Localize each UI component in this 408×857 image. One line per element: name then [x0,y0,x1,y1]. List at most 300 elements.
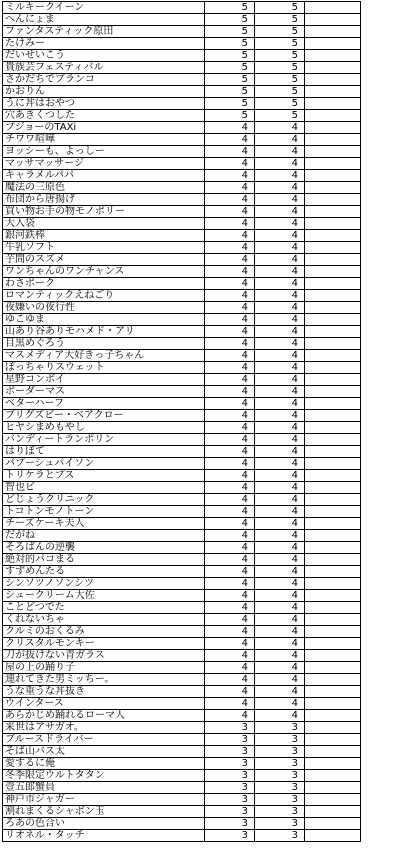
name-cell[interactable]: ろあの色合い [3,818,205,830]
empty-cell[interactable] [305,86,361,98]
empty-cell[interactable] [305,830,361,842]
value-cell-b[interactable]: 4 [255,398,305,410]
name-cell[interactable]: ボーダーマス [3,386,205,398]
value-cell-a[interactable]: 4 [205,554,255,566]
empty-cell[interactable] [305,386,361,398]
value-cell-a[interactable]: 4 [205,290,255,302]
value-cell-a[interactable]: 4 [205,674,255,686]
table-row [3,218,361,230]
name-cell[interactable]: クリスタルモンキー [3,638,205,650]
empty-cell[interactable] [305,782,361,794]
value-cell-b[interactable]: 4 [255,638,305,650]
empty-cell[interactable] [305,134,361,146]
empty-cell[interactable] [305,98,361,110]
name-cell[interactable]: ミルキークイーン [3,2,205,14]
value-cell-b[interactable]: 5 [255,110,305,122]
value-cell-a[interactable]: 4 [205,206,255,218]
name-cell[interactable]: チーズケーキ夫人 [3,518,205,530]
name-cell[interactable]: ゆこゆま [3,314,205,326]
name-cell[interactable]: そろばんの逆襲 [3,542,205,554]
empty-cell[interactable] [305,218,361,230]
empty-cell[interactable] [305,770,361,782]
empty-cell[interactable] [305,278,361,290]
value-cell-a[interactable]: 4 [205,230,255,242]
name-cell[interactable]: ワンちゃんのワンチャンス [3,266,205,278]
empty-cell[interactable] [305,422,361,434]
value-cell-a[interactable]: 4 [205,470,255,482]
value-cell-a[interactable]: 4 [205,338,255,350]
value-cell-a[interactable]: 5 [205,62,255,74]
value-cell-b[interactable]: 4 [255,374,305,386]
value-cell-a[interactable]: 4 [205,566,255,578]
value-cell-b[interactable]: 4 [255,242,305,254]
value-cell-a[interactable]: 4 [205,314,255,326]
value-cell-b[interactable]: 4 [255,362,305,374]
value-cell-a[interactable]: 4 [205,350,255,362]
name-cell[interactable]: ウインタース [3,698,205,710]
value-cell-a[interactable]: 5 [205,98,255,110]
value-cell-a[interactable]: 4 [205,602,255,614]
value-cell-a[interactable]: 4 [205,494,255,506]
empty-cell[interactable] [305,206,361,218]
empty-cell[interactable] [305,494,361,506]
value-cell-a[interactable]: 4 [205,122,255,134]
name-cell[interactable]: ブリグズビー・ベアクロー [3,410,205,422]
value-cell-b[interactable]: 4 [255,446,305,458]
empty-cell[interactable] [305,542,361,554]
value-cell-b[interactable]: 4 [255,134,305,146]
value-cell-b[interactable]: 4 [255,410,305,422]
empty-cell[interactable] [305,710,361,722]
value-cell-a[interactable]: 4 [205,374,255,386]
name-cell[interactable]: かおりん [3,86,205,98]
name-cell[interactable]: はりぼて [3,446,205,458]
name-cell[interactable]: 屋の上の踊り子 [3,662,205,674]
name-cell[interactable]: 布団から唐揚げ [3,194,205,206]
empty-cell[interactable] [305,374,361,386]
name-cell[interactable]: たけみー [3,38,205,50]
table-row [3,626,361,638]
empty-cell[interactable] [305,266,361,278]
name-cell[interactable]: 魔法の三原色 [3,182,205,194]
value-cell-a[interactable]: 4 [205,386,255,398]
value-cell-b[interactable]: 5 [255,26,305,38]
value-cell-b[interactable]: 4 [255,506,305,518]
empty-cell[interactable] [305,698,361,710]
value-cell-a[interactable]: 4 [205,686,255,698]
value-cell-a[interactable]: 4 [205,710,255,722]
value-cell-b[interactable]: 5 [255,2,305,14]
empty-cell[interactable] [305,110,361,122]
name-cell[interactable]: プジョーのTAXi [3,122,205,134]
name-cell[interactable]: だいせいこう [3,50,205,62]
value-cell-b[interactable]: 4 [255,458,305,470]
value-cell-b[interactable]: 4 [255,494,305,506]
empty-cell[interactable] [305,362,361,374]
value-cell-b[interactable]: 4 [255,434,305,446]
empty-cell[interactable] [305,230,361,242]
empty-cell[interactable] [305,242,361,254]
empty-cell[interactable] [305,254,361,266]
table-row [3,74,361,86]
table-row [3,578,361,590]
name-cell[interactable]: ベターハーフ [3,398,205,410]
empty-cell[interactable] [305,26,361,38]
value-cell-b[interactable]: 4 [255,686,305,698]
name-cell[interactable]: うな重うな丼抜き [3,686,205,698]
value-cell-b[interactable]: 5 [255,38,305,50]
value-cell-a[interactable]: 4 [205,278,255,290]
empty-cell[interactable] [305,446,361,458]
value-cell-a[interactable]: 5 [205,14,255,26]
value-cell-b[interactable]: 4 [255,518,305,530]
value-cell-a[interactable]: 4 [205,446,255,458]
table-row [3,518,361,530]
name-cell[interactable]: 神戸市ジャガー [3,794,205,806]
spreadsheet-table [2,1,361,842]
name-cell[interactable]: 星野コンボイ [3,374,205,386]
name-cell[interactable]: すずめんたる [3,566,205,578]
name-cell[interactable]: チワワ喧嘩 [3,134,205,146]
name-cell[interactable]: 来世はアサガオ。 [3,722,205,734]
value-cell-b[interactable]: 4 [255,350,305,362]
value-cell-b[interactable]: 4 [255,698,305,710]
name-cell[interactable]: 目黒めぐろう [3,338,205,350]
value-cell-a[interactable]: 4 [205,458,255,470]
table-row [3,134,361,146]
empty-cell[interactable] [305,38,361,50]
value-cell-a[interactable]: 4 [205,302,255,314]
value-cell-b[interactable]: 4 [255,578,305,590]
empty-cell[interactable] [305,434,361,446]
value-cell-b[interactable]: 4 [255,566,305,578]
name-cell[interactable]: どじょうクリニック [3,494,205,506]
value-cell-b[interactable]: 5 [255,62,305,74]
value-cell-b[interactable]: 3 [255,830,305,842]
value-cell-a[interactable]: 4 [205,182,255,194]
name-cell[interactable]: 大入袋 [3,218,205,230]
table-row [3,782,361,794]
value-cell-a[interactable]: 4 [205,530,255,542]
value-cell-b[interactable]: 4 [255,470,305,482]
empty-cell[interactable] [305,722,361,734]
name-cell[interactable]: クルミのおくるみ [3,626,205,638]
name-cell[interactable]: くれないちゃ [3,614,205,626]
value-cell-b[interactable]: 4 [255,206,305,218]
name-cell[interactable]: へんにょま [3,14,205,26]
empty-cell[interactable] [305,746,361,758]
name-cell[interactable]: ファンタスティック原田 [3,26,205,38]
value-cell-a[interactable]: 5 [205,86,255,98]
name-cell[interactable]: 智也ビ [3,482,205,494]
value-cell-b[interactable]: 4 [255,194,305,206]
value-cell-b[interactable]: 4 [255,146,305,158]
empty-cell[interactable] [305,74,361,86]
empty-cell[interactable] [305,398,361,410]
value-cell-b[interactable]: 5 [255,14,305,26]
table-row [3,470,361,482]
empty-cell[interactable] [305,638,361,650]
value-cell-b[interactable]: 4 [255,326,305,338]
value-cell-b[interactable]: 5 [255,74,305,86]
value-cell-a[interactable]: 4 [205,326,255,338]
empty-cell[interactable] [305,530,361,542]
table-row [3,326,361,338]
value-cell-b[interactable]: 4 [255,530,305,542]
table-row [3,542,361,554]
value-cell-a[interactable]: 4 [205,578,255,590]
empty-cell[interactable] [305,818,361,830]
value-cell-b[interactable]: 4 [255,218,305,230]
name-cell[interactable]: トコトンモノトーン [3,506,205,518]
value-cell-a[interactable]: 4 [205,518,255,530]
empty-cell[interactable] [305,662,361,674]
empty-cell[interactable] [305,146,361,158]
value-cell-b[interactable]: 4 [255,302,305,314]
value-cell-b[interactable]: 4 [255,590,305,602]
value-cell-b[interactable]: 5 [255,86,305,98]
value-cell-b[interactable]: 4 [255,614,305,626]
name-cell[interactable]: トリケラとプス [3,470,205,482]
table-row [3,566,361,578]
empty-cell[interactable] [305,50,361,62]
value-cell-a[interactable]: 5 [205,2,255,14]
empty-cell[interactable] [305,506,361,518]
value-cell-a[interactable]: 4 [205,626,255,638]
name-cell[interactable]: 連れてきた男ミッちー。 [3,674,205,686]
value-cell-b[interactable]: 4 [255,314,305,326]
value-cell-b[interactable]: 4 [255,122,305,134]
empty-cell[interactable] [305,554,361,566]
name-cell[interactable]: あらかじめ踊れるローマ人 [3,710,205,722]
value-cell-b[interactable]: 4 [255,674,305,686]
name-cell[interactable]: 割れまくるシャボン玉 [3,806,205,818]
empty-cell[interactable] [305,62,361,74]
value-cell-b[interactable]: 5 [255,98,305,110]
empty-cell[interactable] [305,806,361,818]
value-cell-a[interactable]: 4 [205,422,255,434]
name-cell[interactable]: パプーシュパイソン [3,458,205,470]
table-row [3,590,361,602]
value-cell-b[interactable]: 4 [255,710,305,722]
name-cell[interactable]: ロマンティックえねごり [3,290,205,302]
value-cell-a[interactable]: 4 [205,434,255,446]
value-cell-a[interactable]: 3 [205,770,255,782]
value-cell-a[interactable]: 4 [205,242,255,254]
value-cell-a[interactable]: 4 [205,662,255,674]
table-row [3,410,361,422]
empty-cell[interactable] [305,350,361,362]
value-cell-b[interactable]: 4 [255,554,305,566]
name-cell[interactable]: 買い物お手の物モノポリー [3,206,205,218]
value-cell-a[interactable]: 5 [205,74,255,86]
value-cell-a[interactable]: 4 [205,218,255,230]
value-cell-b[interactable]: 4 [255,266,305,278]
value-cell-a[interactable]: 4 [205,170,255,182]
value-cell-a[interactable]: 4 [205,614,255,626]
name-cell[interactable]: リオネル・タッチ [3,830,205,842]
value-cell-a[interactable]: 3 [205,806,255,818]
value-cell-b[interactable]: 3 [255,806,305,818]
value-cell-a[interactable]: 4 [205,650,255,662]
value-cell-a[interactable]: 3 [205,734,255,746]
value-cell-b[interactable]: 3 [255,782,305,794]
name-cell[interactable]: うに丼はおやつ [3,98,205,110]
value-cell-a[interactable]: 4 [205,698,255,710]
value-cell-a[interactable]: 5 [205,38,255,50]
value-cell-a[interactable]: 4 [205,410,255,422]
value-cell-b[interactable]: 4 [255,290,305,302]
empty-cell[interactable] [305,194,361,206]
value-cell-b[interactable]: 3 [255,746,305,758]
value-cell-b[interactable]: 4 [255,542,305,554]
empty-cell[interactable] [305,314,361,326]
name-cell[interactable]: 壹五郎蟹員 [3,782,205,794]
empty-cell[interactable] [305,482,361,494]
empty-cell[interactable] [305,734,361,746]
table-row [3,86,361,98]
value-cell-b[interactable]: 3 [255,794,305,806]
value-cell-b[interactable]: 3 [255,770,305,782]
empty-cell[interactable] [305,170,361,182]
name-cell[interactable]: 芋間のスズメ [3,254,205,266]
empty-cell[interactable] [305,590,361,602]
empty-cell[interactable] [305,458,361,470]
value-cell-a[interactable]: 3 [205,794,255,806]
value-cell-b[interactable]: 3 [255,758,305,770]
empty-cell[interactable] [305,122,361,134]
empty-cell[interactable] [305,794,361,806]
name-cell[interactable]: ヨッシーも、よっしー [3,146,205,158]
name-cell[interactable]: 貴族芸フェスティバル [3,62,205,74]
value-cell-a[interactable]: 4 [205,134,255,146]
value-cell-b[interactable]: 4 [255,386,305,398]
value-cell-b[interactable]: 4 [255,278,305,290]
value-cell-a[interactable]: 4 [205,146,255,158]
name-cell[interactable]: そば山バス太 [3,746,205,758]
value-cell-a[interactable]: 4 [205,542,255,554]
empty-cell[interactable] [305,2,361,14]
value-cell-b[interactable]: 4 [255,422,305,434]
empty-cell[interactable] [305,470,361,482]
value-cell-a[interactable]: 4 [205,638,255,650]
name-cell[interactable]: 牛乳ソフト [3,242,205,254]
value-cell-b[interactable]: 3 [255,722,305,734]
value-cell-b[interactable]: 4 [255,482,305,494]
empty-cell[interactable] [305,518,361,530]
value-cell-a[interactable]: 3 [205,818,255,830]
name-cell[interactable]: 刀が抜けない青ガラス [3,650,205,662]
empty-cell[interactable] [305,302,361,314]
empty-cell[interactable] [305,626,361,638]
value-cell-b[interactable]: 4 [255,650,305,662]
name-cell[interactable]: シンソツノソンシツ [3,578,205,590]
value-cell-a[interactable]: 3 [205,722,255,734]
table-row [3,374,361,386]
name-cell[interactable]: わさポーク [3,278,205,290]
value-cell-b[interactable]: 4 [255,170,305,182]
empty-cell[interactable] [305,674,361,686]
empty-cell[interactable] [305,614,361,626]
name-cell[interactable]: キャラメルパパ [3,170,205,182]
name-cell[interactable]: 穴あきくつした [3,110,205,122]
value-cell-a[interactable]: 4 [205,482,255,494]
value-cell-b[interactable]: 4 [255,182,305,194]
table-row [3,62,361,74]
value-cell-b[interactable]: 3 [255,734,305,746]
value-cell-a[interactable]: 4 [205,266,255,278]
value-cell-b[interactable]: 3 [255,818,305,830]
value-cell-b[interactable]: 4 [255,602,305,614]
empty-cell[interactable] [305,182,361,194]
empty-cell[interactable] [305,338,361,350]
name-cell[interactable]: ことどつでた [3,602,205,614]
name-cell[interactable]: 絶対的パコまる [3,554,205,566]
table-row [3,98,361,110]
value-cell-a[interactable]: 3 [205,830,255,842]
value-cell-b[interactable]: 4 [255,662,305,674]
empty-cell[interactable] [305,602,361,614]
value-cell-a[interactable]: 5 [205,50,255,62]
empty-cell[interactable] [305,650,361,662]
empty-cell[interactable] [305,410,361,422]
value-cell-a[interactable]: 4 [205,158,255,170]
empty-cell[interactable] [305,290,361,302]
value-cell-a[interactable]: 4 [205,590,255,602]
name-cell[interactable]: 冬季限定ウルトタタン [3,770,205,782]
empty-cell[interactable] [305,158,361,170]
value-cell-b[interactable]: 4 [255,338,305,350]
value-cell-a[interactable]: 3 [205,758,255,770]
value-cell-a[interactable]: 4 [205,362,255,374]
name-cell[interactable]: だがね [3,530,205,542]
name-cell[interactable]: ブルースドライバー [3,734,205,746]
value-cell-b[interactable]: 4 [255,254,305,266]
value-cell-a[interactable]: 3 [205,746,255,758]
table-row [3,554,361,566]
value-cell-b[interactable]: 4 [255,230,305,242]
name-cell[interactable]: 愛するに俺 [3,758,205,770]
value-cell-a[interactable]: 5 [205,110,255,122]
empty-cell[interactable] [305,578,361,590]
value-cell-a[interactable]: 5 [205,26,255,38]
empty-cell[interactable] [305,758,361,770]
table-row [3,110,361,122]
name-cell[interactable]: バンディートランポリン [3,434,205,446]
value-cell-a[interactable]: 4 [205,254,255,266]
value-cell-a[interactable]: 4 [205,194,255,206]
value-cell-b[interactable]: 4 [255,158,305,170]
name-cell[interactable]: ぽっちゃりスウェット [3,362,205,374]
empty-cell[interactable] [305,326,361,338]
name-cell[interactable]: シュークリーム大佐 [3,590,205,602]
name-cell[interactable]: 山あり谷ありモハメド・アリ [3,326,205,338]
empty-cell[interactable] [305,14,361,26]
value-cell-b[interactable]: 4 [255,626,305,638]
name-cell[interactable]: 夜嫌いの夜行性 [3,302,205,314]
value-cell-a[interactable]: 4 [205,506,255,518]
name-cell[interactable]: マッサマッサージ [3,158,205,170]
empty-cell[interactable] [305,686,361,698]
name-cell[interactable]: ヒヤシまめもやし [3,422,205,434]
value-cell-a[interactable]: 3 [205,782,255,794]
value-cell-a[interactable]: 4 [205,398,255,410]
name-cell[interactable]: マスメディア大好きっ子ちゃん [3,350,205,362]
name-cell[interactable]: 銀河鉄棒 [3,230,205,242]
name-cell[interactable]: さかだちでブランコ [3,74,205,86]
value-cell-b[interactable]: 5 [255,50,305,62]
empty-cell[interactable] [305,566,361,578]
